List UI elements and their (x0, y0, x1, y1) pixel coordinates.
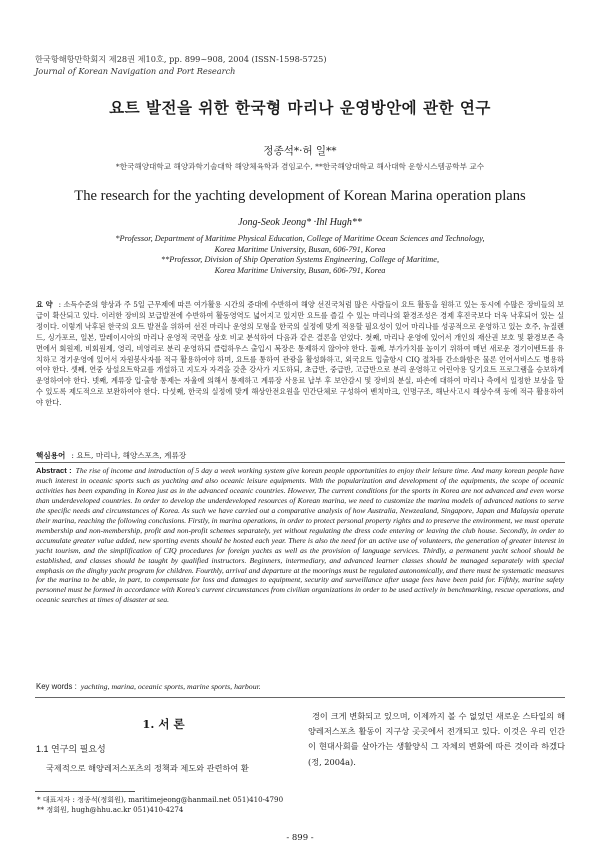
affiliation-line: Korea Maritime University, Busan, 606-791, Korea (214, 265, 386, 275)
keywords-korean (36, 450, 186, 461)
divider (35, 462, 565, 463)
abstract-korean-text: : 소득수준의 향상과 주 5일 근무제에 따른 여가활용 시간의 증대에 수반하여 해양 선진국처럼 많은 사람들이 요트 활동을 원하고 있는 동시에 수많은 장비들의 보급이 확산되고 있다. 이러한 장비의 보급발전에 수반하여 활동영역도 넓어지고 있지만 요트를 즐길 수 있는 마리나의 환경조성은 경제 후진국보다 더욱 낙후되어 있는 실정이다. 이렇게 낙후된 한국의 요트 발전을 위하여 선진 마리나 운영의 모형을 한국의 실정에 맞게 적용할 필요성이 있어 마리나를 성공적으로 운영하고 있는 호주, 뉴질랜드, 싱가포르, 일본, 말레이시아의 마리나 운영적 국면을 상호 비교 분석하여 다음과 같은 결론을 얻었다. 첫째, 마리나 운영에 있어서 개인의 재산권 보호 및 환경보존 측면에서 회원제, 비회원제, 영리, 비영리로 분리 운영하되 클럽하우스 출입시 복장은 통제하지 않아야 한다. 둘째, 부가가치를 높이기 위하여 매년 새로운 경기이벤트를 유치하고 경기운영에 있어서 자원봉사자를 적극 활용하여야 하며, 요트를 통하여 관광을 활성화하고, 외국요트 입출항시 CIQ 절차를 간소화함은 물론 언어서비스도 병용하여야 한다. 셋째, 연중 상설요트학교를 개설하고 지도자 자격을 갖춘 강사가 지도하되, 초급반, 중급반, 고급반으로 분리 운영하고 어린아용 딩기요트 프로그램을 승보하게 운영하여야 한다. 넷째, 계류장 입·출항 통제는 자율에 의해서 통제하고 계류장 사용료 납부 후 보안감시 및 장비의 분실, 파손에 대하여 마리나 측에서 일정한 보상을 할 수 있도록 제도적으로 보완하여야 한다. 다섯째, 한국의 실정에 맞게 해상안전요원을 민간단체로 구성하여 벤치마크, 인명구조, 해난사고시 해상수색 등에 적극 활용하여야 한다. (36, 300, 564, 408)
section-heading: 1. 서 론 (142, 717, 185, 731)
title-korean: 요트 발전을 위한 한국형 마리나 운영방안에 관한 연구 (109, 98, 491, 117)
abstract-english-label: Abstract : (36, 466, 72, 475)
body-text-left: 국제적으로 해양레저스포츠의 정책과 제도와 관련하여 환 (46, 763, 249, 773)
affiliation-line: **Professor, Division of Ship Operation Systems Engineering, College of Maritime, (160, 255, 440, 265)
journal-name: Journal of Korean Navigation and Port Research (35, 66, 236, 76)
keywords-korean-text: : 요트, 마리나, 해양스포츠, 계류장 (71, 451, 187, 460)
abstract-korean-label: 요 약 (36, 300, 53, 309)
keywords-english (36, 682, 261, 691)
page-number: - 899 - (286, 833, 314, 843)
authors-korean: 정종석*·허 일** (263, 145, 337, 157)
footnote-corresponding-author: * 대표저자 : 정종석(정회원), maritimejeong@hanmail.net 051)410-4790 (37, 795, 284, 804)
keywords-korean-label: 핵심용어 (36, 451, 66, 460)
keywords-english-text: yachting, marina, oceanic sports, marine sports, harbour. (80, 682, 261, 691)
affiliation-line: *Professor, Department of Maritime Physical Education, College of Maritime Ocean Sciences and Technology, (115, 234, 485, 243)
abstract-korean (36, 300, 564, 409)
authors-english: Jong-Seok Jeong* ·Ihl Hugh** (238, 217, 362, 228)
subsection-heading: 1.1 연구의 필요성 (36, 744, 106, 754)
journal-header (35, 53, 327, 77)
affiliation-english (0, 234, 600, 276)
keywords-english-label: Key words : (36, 682, 77, 691)
abstract-english (36, 466, 564, 605)
footnote-coauthor: ** 정회원, hugh@hhu.ac.kr 051)410-4274 (37, 805, 184, 815)
affiliation-korean: *한국해양대학교 해양과학기술대학 해양체육학과 겸임교수, **한국해양대학교 해사대학 운항시스템공학부 교수 (115, 162, 485, 171)
affiliation-line: Korea Maritime University, Busan, 606-791, Korea (214, 244, 386, 254)
divider (35, 697, 565, 698)
footnote-divider (35, 791, 135, 792)
footnotes (37, 795, 283, 816)
body-text-right: 경이 크게 변화되고 있으며, 이제까지 볼 수 없었던 새로운 스타일의 해양레저스포츠 활동이 지구상 곳곳에서 전개되고 있다. 이것은 우리 인간이 현대사회를 살아가는 생활양식 그 자체의 변화에 따른 것이라 하겠다(정, 2004a). (308, 711, 565, 767)
journal-citation: 한국항해항만학회지 제28권 제10호, pp. 899~908, 2004 (ISSN-1598-5725) (35, 54, 327, 64)
title-english: The research for the yachting development of Korean Marina operation plans (74, 188, 526, 204)
abstract-english-text: The rise of income and introduction of 5 day a week working system give korean people opportunities to enjoy their leisure time. And many korean people have much interest in oceanic sports such as yachting and also oceanic leisure equipments. With the popularization and development of the equipments, the scope of oceanic activities has been expanding in Korea just as in the advanced oceanic countries. However, The current conditions for the sports in Korea are not advanced and even worse than underdeveloped countries. In order to develop the underdeveloped resources of Korean marina, we need to customize the marina models of advanced nations to serve the specific needs and circumstances of Korea. As such we have carried out a comparative analysis of how Australia, Newzealand, Singapore, Japan and Malaysia operate their marina, reaching the following conclusions. Firstly, in marina operations, in order to protect personal property rights and to preserve the environment, we must operate membership and non-membership, profit and non-profit schemes separately, yet without regulating the dress code entering or leaving the club house. Secondly, in order to accumulate greater value added, new sporting events should be hosted each year. There is also the need for an active use of volunteers, the generation of greater interest in yacht tourism, and the simplification of CIQ procedures for foreign yachts as well as the provision of language services. Thirdly, a permanent yacht school should be established, and classes should be taught by qualified instructors. Beginners, intermediary, and advanced learner classes should be managed separately with special emphasis on the dinghy yacht program for children. Fourthly, arrival and departure at the moorings must be regulated autonomically, and there must be systematic measures for the marina to be able, in part, to compensate for loss and damages to equipment, security and surveillance after usage fees have been paid for. Fifthly, marine safety personnel must be formed in accordance with Korea's current circumstances from civilian organizations in order to be used actively in benchmarking, rescue operations, and oceanic searches at times of disaster at sea. (36, 466, 565, 605)
